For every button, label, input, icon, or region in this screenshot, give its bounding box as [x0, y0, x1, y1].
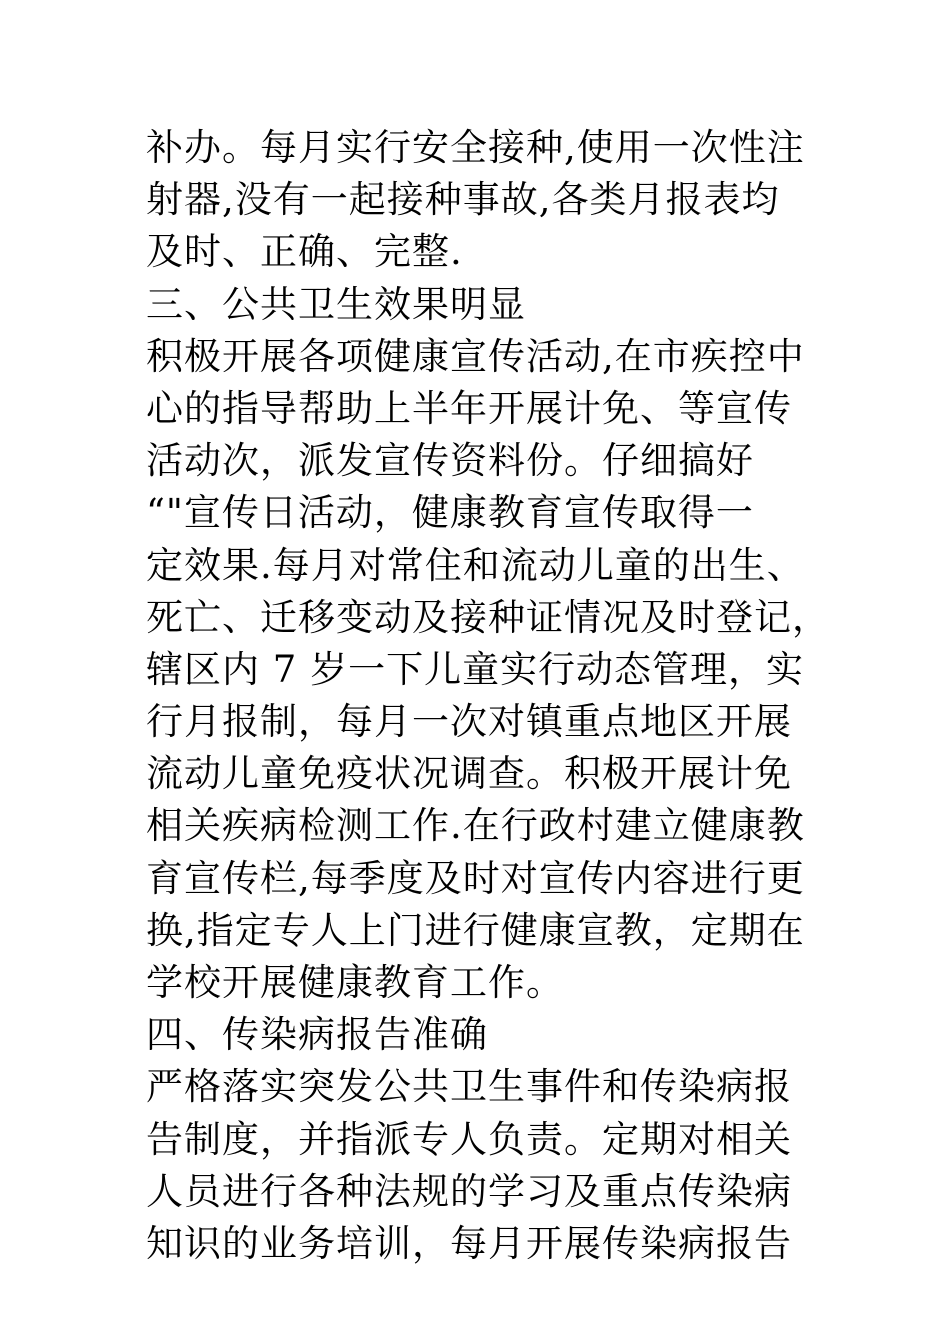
- text-line: 人员进行各种法规的学习及重点传染病: [146, 1169, 792, 1213]
- text-line: 活动次，派发宣传资料份。仔细搞好: [146, 439, 754, 483]
- text-line: “"宣传日活动，健康教育宣传取得一: [146, 491, 754, 535]
- section-heading: 三、公共卫生效果明显: [146, 282, 526, 326]
- text-line: 积极开展各项健康宣传活动,在市疾控中: [146, 334, 805, 378]
- text-line: 换,指定专人上门进行健康宣教，定期在: [146, 908, 805, 952]
- text-line: 及时、正确、完整.: [146, 230, 463, 274]
- text-line: 知识的业务培训，每月开展传染病报告: [146, 1221, 792, 1265]
- text-line: 告制度，并指派专人负责。定期对相关: [146, 1117, 792, 1161]
- text-line: 补办。每月实行安全接种,使用一次性注: [146, 126, 805, 169]
- text-line: 流动儿童免疫状况调查。积极开展计免: [146, 752, 792, 796]
- text-line: 学校开展健康教育工作。: [146, 961, 564, 1004]
- text-line: 辖区内 7 岁一下儿童实行动态管理，实: [146, 647, 805, 691]
- body-text: [146, 122, 830, 1270]
- section-heading: 四、传染病报告准确: [146, 1013, 488, 1057]
- text-line: 育宣传栏,每季度及时对宣传内容进行更: [146, 856, 805, 900]
- text-line: 射器,没有一起接种事故,各类月报表均: [146, 178, 780, 222]
- text-line: 行月报制，每月一次对镇重点地区开展: [146, 700, 792, 744]
- text-line: 相关疾病检测工作.在行政村建立健康教: [146, 804, 805, 848]
- text-line: 定效果.每月对常住和流动儿童的出生、: [146, 543, 805, 587]
- text-line: 严格落实突发公共卫生事件和传染病报: [146, 1065, 792, 1109]
- text-line: 心的指导帮助上半年开展计免、等宣传: [146, 386, 792, 430]
- text-line: 死亡、迁移变动及接种证情况及时登记，: [146, 595, 830, 639]
